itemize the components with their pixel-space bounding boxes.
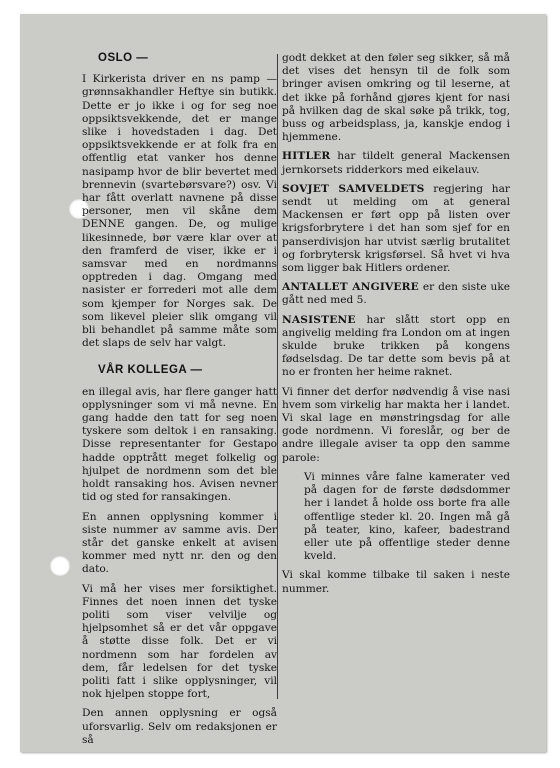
kollega-paragraph-3: Vi må her vises mer forsiktighet. Finnes det noen innen det tyske politi som viser velvilje og hjelpsomhet så er det vår oppgave å støtte disse folk. Det er vi nordmenn som har fordelen av dem, får ledelsen for det tyske politi fatt i slike opplysninger, vil nok hjelpen stoppe fort, — [82, 582, 277, 701]
angivere-lead: ANTALLET ANGIVERE — [282, 281, 419, 294]
sovjet-text: regjering har sendt ut melding om at general Mackensen er ført opp på listen over krigsforbrytere i det han som sjef for en panserdivisjon har utvist særlig brutalitet og forbrytersk krigsførsel. Så hvet vi hva som ligger bak Hitlers ordener. — [282, 182, 510, 275]
punch-hole — [50, 556, 70, 576]
hitler-item — [282, 150, 510, 176]
sovjet-item — [282, 183, 510, 275]
leaflet-page — [20, 14, 546, 752]
oslo-heading: OSLO — — [98, 52, 149, 64]
closing-paragraph: Vi skal komme tilbake til saken i neste nummer. — [282, 569, 510, 595]
left-column — [82, 52, 277, 752]
kollega-heading: VÅR KOLLEGA — — [98, 364, 203, 377]
column-divider — [277, 54, 278, 699]
oslo-paragraph: I Kirkerista driver en ns pamp — grønnsakhandler Heftye sin butikk. Dette er jo ikke i og for seg noe oppsiktsvekkende, det er mange slike i hovedstaden i dag. Det oppsiktsvekkende er at folk fra en offentlig etat vanker hos denne nasipamp hvor de blir bevertet med brennevin (svartebørsvare?) osv. Vi har fått overlatt navnene på disse personer, men vil skåne dem DENNE gangen. De, og mulige likesinnede, bør være klar over at den framferd de viser, ikke er i samsvar med en nordmanns opptreden i dag. Omgang med nasister er forrederi mot alle dem som kjemper for Norges sak. De som likevel pleier slik omgang vil bli behandlet på samme måte som det slaps de selv har valgt. — [82, 73, 277, 350]
call-to-action-paragraph: Vi finner det derfor nødvendig å vise nasi hvem som virkelig har makta her i landet. Vi skal lage en mønstringsdag for alle gode nordmenn. Vi foreslår, og ber de andre illegale aviser ta opp den samme parole: — [282, 385, 510, 464]
right-column — [282, 52, 510, 602]
kollega-paragraph-2: En annen opplysning kommer i siste nummer av samme avis. Der står det ganske enkelt at avisen kommer med nytt nr. den og den dato. — [82, 510, 277, 576]
kollega-paragraph-1: en illegal avis, har flere ganger hatt opplysninger som vi må nevne. En gang hadde den tatt for seg noen tyskere som deltok i en ransaking. Disse representanter for Gestapo hadde opptrått meget folkelig og hjulpet de nordmenn som det ble holdt ransaking hos. Avisen nevner tid og sted for ransakingen. — [82, 385, 277, 504]
kollega-paragraph-4: Den annen opplysning er også uforsvarlig. Selv om redaksjonen er så — [82, 707, 277, 746]
nasistene-lead: NASISTENE — [282, 313, 356, 326]
angivere-item — [282, 281, 510, 307]
hitler-lead: HITLER — [282, 150, 331, 163]
parole-quote: Vi minnes våre falne kamerater ved på dagen for de første dødsdommer her i landet å holde oss borte fra alle offentlige steder kl. 20. Ingen må gå på teater, kino, kafeer, badestrand eller ute på offentlige steder denne kveld. — [304, 470, 510, 563]
continued-paragraph: godt dekket at den føler seg sikker, så må det vises det hensyn til de folk som bringer avisen omkring og til leserne, at det ikke på forhånd gjøres kjent for nasi på hvilken dag de skal søke på trikk, tog, buss og arbeidsplass, ja, kanskje endog i hjemmene. — [282, 52, 510, 144]
angivere-text: er den siste uke gått ned med 5. — [282, 281, 511, 307]
sovjet-lead: SOVJET SAMVELDETS — [282, 182, 425, 195]
nasistene-item — [282, 314, 510, 380]
nasistene-text: har slått stort opp en angivelig melding fra London om at ingen skulde bruke trikken på kongens fødselsdag. De tar dette som bevis på at no er fronten her heime raknet. — [282, 313, 510, 379]
hitler-text: har tildelt general Mackensen jernkorsets ridderkors med eikelauv. — [282, 150, 510, 176]
